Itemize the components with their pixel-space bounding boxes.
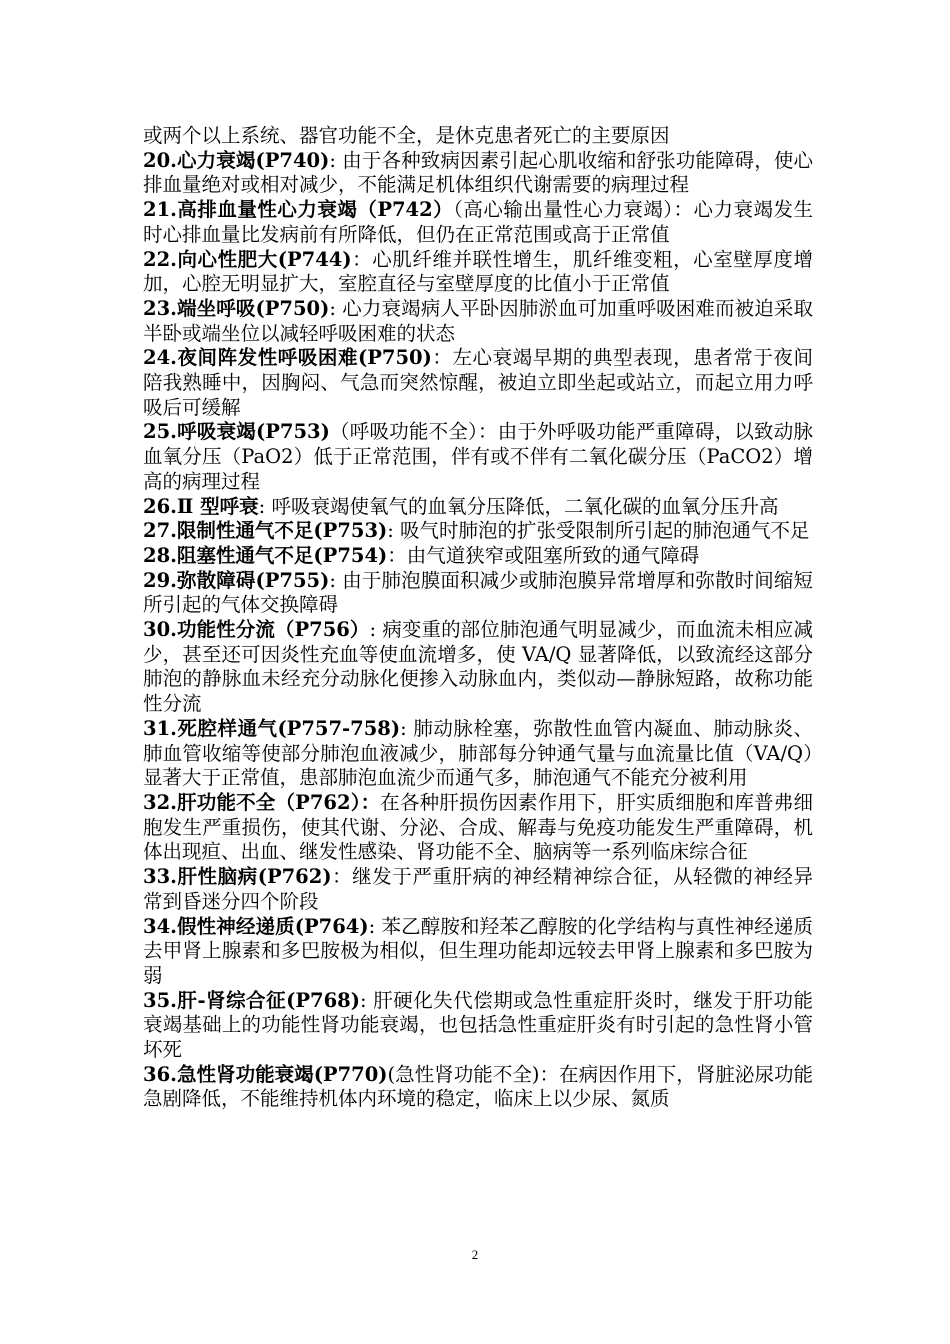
definition-term: 30.功能性分流（P756） (143, 618, 370, 642)
definition-entry (143, 717, 813, 791)
definition-text: 左心衰竭早期的典型表现，患者常于夜间陪我熟睡中，因胸闷、气急而突然惊醒，被迫立即坐起或站立，而起立用力呼吸后可缓解 (143, 346, 813, 419)
definition-term: 21.高排血量性心力衰竭（P742） (143, 198, 454, 222)
term-separator: : (359, 988, 374, 1012)
definition-entry (143, 519, 813, 544)
term-separator: ： (431, 346, 453, 370)
term-separator: : (329, 568, 343, 592)
definition-text: (急性肾功能不全)：在病因作用下，肾脏泌尿功能急剧降低，不能维持机体内环境的稳定，临床上以少尿、氮质 (143, 1062, 814, 1111)
definition-term: 35.肝-肾综合征(P768) (143, 988, 360, 1012)
definition-entry (143, 198, 813, 247)
definition-term: 22.向心性肥大(P744) (143, 247, 352, 271)
definition-text: 由气道狭窄或阻塞所致的通气障碍 (406, 543, 700, 567)
definition-term: 32.肝功能不全（P762）： (143, 790, 381, 814)
definition-term: 33.肝性脑病(P762) (143, 865, 332, 889)
definition-entry (143, 297, 813, 346)
definition-text: 继发于严重肝病的神经精神综合征，从轻微的神经异常到昏迷分四个阶段 (143, 865, 813, 913)
definition-entry (143, 248, 813, 297)
term-separator: : (329, 296, 343, 320)
definition-term: 28.阻塞性通气不足(P754) (143, 543, 388, 567)
definition-text: 由于各种致病因素引起心肌收缩和舒张功能障碍，使心排血量绝对或相对减少，不能满足机体组织代谢需要的病理过程 (143, 148, 813, 197)
page-number: 2 (471, 1247, 479, 1262)
definition-text: （高心输出量性心力衰竭）：心力衰竭发生时心排血量比发病前有所降低，但仍在正常范围或高于正常值 (143, 198, 813, 246)
definition-term: 34.假性神经递质(P764) (143, 914, 369, 938)
definition-text: （呼吸功能不全）：由于外呼吸功能严重障碍，以致动脉血氧分压（PaO2）低于正常范围，伴有或不伴有二氧化碳分压（PaCO2）增高的病理过程 (143, 420, 813, 493)
definition-text: 在各种肝损伤因素作用下，肝实质细胞和库普弗细胞发生严重损伤，使其代谢、分泌、合成、解毒与免疫功能发生严重障碍，机体出现疸、出血、继发性感染、肾功能不全、脑病等一系列临床综合征 (143, 790, 813, 864)
term-separator: ： (387, 543, 407, 567)
definition-entry (143, 915, 813, 989)
definition-entry (143, 346, 813, 420)
definition-text: 肝硬化失代偿期或急性重症肝炎时，继发于肝功能衰竭基础上的功能性肾功能衰竭，也包括急性重症肝炎有时引起的急性肾小管坏死 (143, 988, 813, 1062)
definition-entry (143, 569, 813, 618)
definition-term: 24.夜间阵发性呼吸困难(P750) (143, 346, 432, 370)
document-body (143, 124, 813, 1112)
definition-term: 29.弥散障碍(P755) (143, 568, 330, 592)
definition-entry (143, 420, 813, 494)
definition-list (143, 149, 813, 1112)
definition-entry (143, 1063, 813, 1112)
definition-term: 36.急性肾功能衰竭(P770) (143, 1062, 388, 1086)
definition-entry (143, 791, 813, 865)
definition-entry (143, 989, 813, 1063)
term-separator: : (400, 716, 414, 740)
definition-text: 心肌纤维并联性增生，肌纤维变粗，心室壁厚度增加，心腔无明显扩大，室腔直径与室壁厚度的比值小于正常值 (143, 247, 813, 296)
definition-term: 27.限制性通气不足(P753) (143, 519, 388, 543)
term-separator: : (387, 519, 401, 543)
term-separator: : (369, 618, 383, 642)
term-separator: ： (351, 247, 373, 271)
definition-entry (143, 618, 813, 717)
term-separator: : (368, 914, 382, 938)
definition-entry (143, 865, 813, 914)
definition-text: 肺动脉栓塞，弥散性血管内凝血、肺动脉炎、肺血管收缩等使部分肺泡血液减少，肺部每分钟通气量与血流量比值（VA/Q）显著大于正常值，患部肺泡血流少而通气多，肺泡通气不能充分被利用 (143, 716, 813, 790)
definition-term: 31.死腔样通气(P757-758) (143, 716, 401, 740)
definition-entry (143, 544, 813, 569)
definition-text: 病变重的部位肺泡通气明显减少，而血流未相应减少，甚至还可因炎性充血等使血流增多，使 VA/Q 显著降低，以致流经这部分肺泡的静脉血未经充分动脉化便掺入动脉血内，类似动—静脉短路，故称功能性分流 (143, 618, 813, 716)
definition-term: 20.心力衰竭(P740) (143, 148, 330, 172)
definition-text: 苯乙醇胺和羟苯乙醇胺的化学结构与真性神经递质去甲肾上腺素和多巴胺极为相似，但生理功能却远较去甲肾上腺素和多巴胺为弱 (143, 914, 813, 987)
definition-text: 由于肺泡膜面积减少或肺泡膜异常增厚和弥散时间缩短所引起的气体交换障碍 (143, 568, 813, 617)
term-separator: ： (331, 865, 353, 889)
definition-term: 26.Ⅱ 型呼衰 (143, 494, 259, 518)
definition-entry (143, 495, 813, 520)
definition-text: 心力衰竭病人平卧因肺淤血可加重呼吸困难而被迫采取半卧或端坐位以减轻呼吸困难的状态 (143, 296, 813, 345)
definition-text: 吸气时肺泡的扩张受限制所引起的肺泡通气不足 (400, 519, 810, 543)
definition-term: 23.端坐呼吸(P750) (143, 296, 330, 320)
definition-entry (143, 149, 813, 198)
continuation-text: 或两个以上系统、器官功能不全，是休克患者死亡的主要原因 (143, 124, 670, 147)
term-separator: : (258, 494, 272, 518)
definition-term: 25.呼吸衰竭(P753) (143, 420, 330, 444)
term-separator: : (329, 148, 343, 172)
definition-text: 呼吸衰竭使氧气的血氧分压降低，二氧化碳的血氧分压升高 (271, 494, 779, 518)
